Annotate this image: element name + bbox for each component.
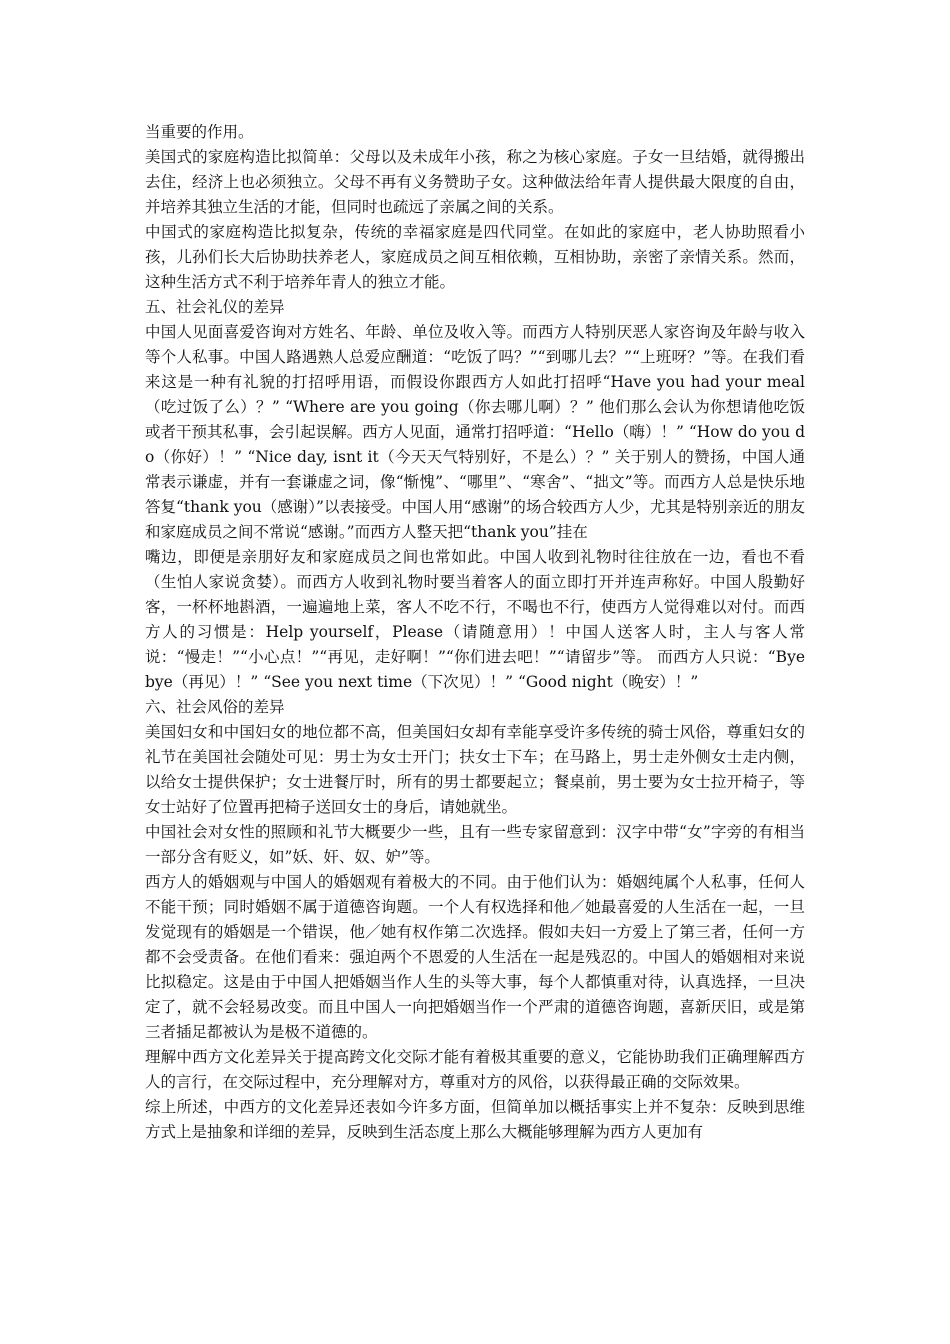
paragraph-understanding-differences: 理解中西方文化差异关于提高跨文化交际才能有着极其重要的意义，它能协助我们正确理解西方人的言行，在交际过程中，充分理解对方，尊重对方的风俗，以获得最正确的交际效果。 bbox=[145, 1048, 805, 1091]
paragraph-marriage-views: 西方人的婚姻观与中国人的婚姻观有着极大的不同。由于他们认为：婚姻纯属个人私事，任何人不能干预；同时婚姻不属于道德咨询题。一个人有权选择和他／她最喜爱的人生活在一起，一旦发觉现有的婚姻是一个错误，他／她有权作第二次选择。假如夫妇一方爱上了第三者，任何一方都不会受责备。在他们看来：强迫两个不恩爱的人生活在一起是残忍的。中国人的婚姻相对来说比拟稳定。这是由于中国人把婚姻当作人生的头等大事，每个人都慎重对待，认真选择，一旦决定了，就不会轻易改变。而且中国人一向把婚姻当作一个严肃的道德咨询题，喜新厌旧，或是第三者插足都被认为是极不道德的。 bbox=[145, 873, 805, 1041]
paragraph-american-family: 美国式的家庭构造比拟简单：父母以及未成年小孩，称之为核心家庭。子女一旦结婚，就得搬出去住，经济上也必须独立。父母不再有义务赞助子女。这种做法给年青人提供最大限度的自由，并培养其独立生活的才能，但同时也疏远了亲属之间的关系。 bbox=[145, 148, 805, 216]
paragraph-chinese-family: 中国式的家庭构造比拟复杂，传统的幸福家庭是四代同堂。在如此的家庭中，老人协助照看小孩，儿孙们长大后协助扶养老人，家庭成员之间互相依赖，互相协助，亲密了亲情关系。然而，这种生活方式不利于培养年青人的独立才能。 bbox=[145, 223, 805, 291]
paragraph-chinese-women: 中国社会对女性的照顾和礼节大概要少一些，且有一些专家留意到：汉字中带“女”字旁的有相当一部分含有贬义，如”妖、奸、奴、妒”等。 bbox=[145, 823, 805, 866]
paragraph-gifts-and-farewells: 嘴边，即便是亲朋好友和家庭成员之间也常如此。中国人收到礼物时往往放在一边，看也不看（生怕人家说贪婪）。而西方人收到礼物时要当着客人的面立即打开并连声称好。中国人殷勤好客，一杯杯地斟酒，一遍遍地上菜，客人不吃不行，不喝也不行，使西方人觉得难以对付。而西方人的习惯是：Help yourself，Please（请随意用）！中国人送客人时，主人与客人常说：“慢走！”“小心点！”“再见，走好啊！”“你们进去吧！”“请留步”等。 而西方人只说：“Bye bye（再见）！” “See you next time（下次见）！” “Good night（晚安）！” bbox=[145, 548, 805, 691]
paragraph-continued-family-role: 当重要的作用。 bbox=[145, 123, 254, 141]
section-heading-social-etiquette: 五、社会礼仪的差异 bbox=[145, 298, 285, 316]
document-body bbox=[145, 120, 805, 1145]
paragraph-summary: 综上所述，中西方的文化差异还表如今许多方面，但简单加以概括事实上并不复杂：反映到思维方式上是抽象和详细的差异，反映到生活态度上那么大概能够理解为西方人更加有 bbox=[145, 1098, 805, 1141]
paragraph-greetings: 中国人见面喜爱咨询对方姓名、年龄、单位及收入等。而西方人特别厌恶人家咨询及年龄与收入等个人私事。中国人路遇熟人总爱应酬道：“吃饭了吗？”“到哪儿去？”“上班呀？”等。在我们看来这是一种有礼貌的打招呼用语，而假设你跟西方人如此打招呼“Have you had your meal（吃过饭了么）？” “Where are you going（你去哪儿啊）？” 他们那么会认为你想请他吃饭或者干预其私事，会引起误解。西方人见面，通常打招呼道：“Hello（嗨）！” “How do you do（你好）！” “Nice day, isnt it（今天天气特别好，不是么）？” 关于别人的赞扬，中国人通常表示谦虚，并有一套谦虚之词，像“惭愧”、“哪里”、“寒舍”、“拙文”等。而西方人总是快乐地答复“thank you（感谢）”以表接受。中国人用“感谢”的场合较西方人少，尤其是特别亲近的朋友和家庭成员之间不常说“感谢。”而西方人整天把“thank you”挂在 bbox=[145, 323, 805, 541]
paragraph-womens-etiquette: 美国妇女和中国妇女的地位都不高，但美国妇女却有幸能享受许多传统的骑士风俗，尊重妇女的礼节在美国社会随处可见：男士为女士开门；扶女士下车；在马路上，男士走外侧女士走内侧，以给女士提供保护；女士进餐厅时，所有的男士都要起立；餐桌前，男士要为女士拉开椅子，等女士站好了位置再把椅子送回女士的身后，请她就坐。 bbox=[145, 723, 805, 816]
section-heading-social-customs: 六、社会风俗的差异 bbox=[145, 698, 285, 716]
